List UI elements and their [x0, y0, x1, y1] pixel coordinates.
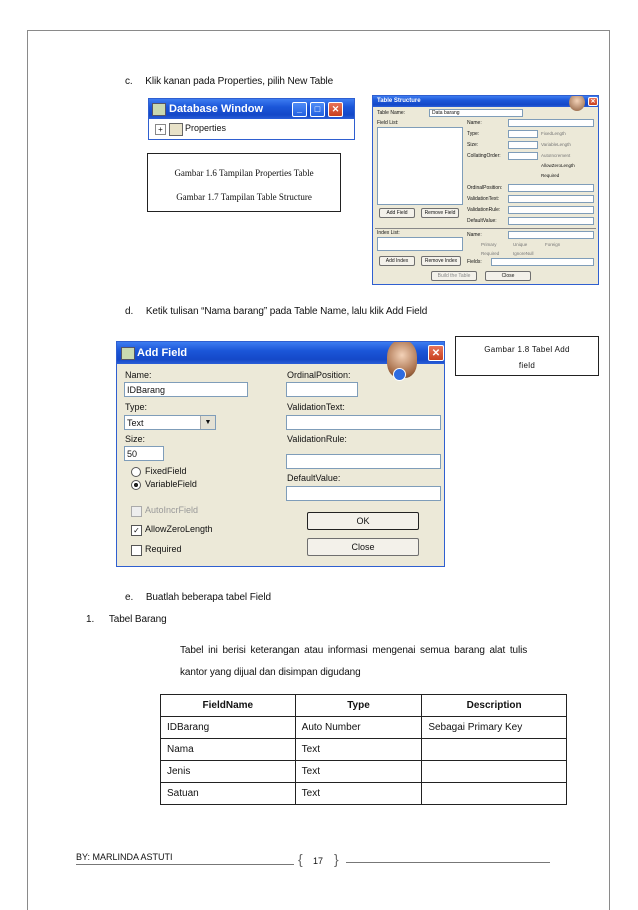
database-window-titlebar: [149, 99, 354, 119]
table-cell: [422, 783, 567, 805]
ts-index-name-input[interactable]: [508, 231, 594, 239]
variable-field-label: VariableField: [145, 479, 197, 489]
database-tree: [149, 119, 354, 140]
ts-validation-text-label: ValidationText:: [467, 196, 500, 202]
field-table: [160, 694, 567, 805]
section-title: Tabel Barang: [108, 614, 167, 625]
ts-fixed-length[interactable]: FixedLength: [541, 131, 566, 136]
ts-type-label: Type:: [467, 131, 480, 137]
ts-fields-label: Fields:: [467, 259, 482, 265]
add-field-dialog: [116, 341, 445, 567]
variable-field-radio[interactable]: [131, 480, 141, 490]
footer-line-left: [76, 864, 294, 865]
add-index-button[interactable]: Add Index: [379, 256, 415, 266]
caption-figure-1-8-line2: field: [518, 361, 536, 370]
table-structure-title: Table Structure: [377, 98, 421, 104]
section-number: 1.: [86, 614, 95, 625]
ts-close-button[interactable]: Close: [485, 271, 531, 281]
step-e-letter: e.: [125, 592, 134, 603]
table-header-row: [161, 695, 567, 717]
ts-default-input[interactable]: [508, 217, 594, 225]
allow-zero-label: AllowZeroLength: [145, 524, 213, 534]
footer-author: BY: MARLINDA ASTUTI: [76, 852, 173, 862]
validation-text-input[interactable]: [286, 415, 441, 430]
index-list-label: Index List:: [377, 230, 400, 236]
section-heading: [86, 614, 167, 625]
ts-unique[interactable]: Unique: [513, 242, 528, 247]
caption-box-figures: [147, 153, 341, 212]
table-cell: Auto Number: [295, 717, 422, 739]
database-icon: [152, 103, 166, 116]
close-button[interactable]: ✕: [328, 102, 343, 117]
table-cell: Text: [295, 783, 422, 805]
table-cell: Jenis: [161, 761, 296, 783]
ordinal-input[interactable]: [286, 382, 358, 397]
step-c-letter: c.: [125, 76, 133, 87]
add-field-button[interactable]: Add Field: [379, 208, 415, 218]
ts-size-input[interactable]: [508, 141, 538, 149]
table-row: [161, 739, 567, 761]
ts-name-label: Name:: [467, 120, 482, 126]
ts-index-name-label: Name:: [467, 232, 482, 238]
field-list-label: Field List:: [377, 120, 399, 126]
auto-incr-label: AutoIncrField: [145, 505, 199, 515]
minimize-button[interactable]: _: [292, 102, 307, 117]
ts-fields-input[interactable]: [491, 258, 594, 266]
tree-item-properties[interactable]: Properties: [185, 123, 227, 133]
type-select[interactable]: [124, 415, 216, 430]
allow-zero-checkbox[interactable]: ✓: [131, 525, 142, 536]
table-header: FieldName: [161, 695, 296, 717]
page-number: 17: [313, 856, 324, 866]
validation-rule-label: ValidationRule:: [287, 434, 347, 444]
table-structure-titlebar: [373, 96, 598, 107]
required-checkbox[interactable]: [131, 545, 142, 556]
ts-validation-rule-label: ValidationRule:: [467, 207, 501, 213]
paragraph-line-2: kantor yang dijual dan disimpan digudang: [180, 667, 361, 678]
table-name-value: Data barang: [432, 110, 460, 116]
assistant-badge-icon: [393, 368, 406, 381]
step-e: [125, 592, 271, 603]
assistant-avatar: [569, 95, 585, 111]
chevron-down-icon[interactable]: ▼: [200, 416, 215, 429]
table-cell: Satuan: [161, 783, 296, 805]
step-d-text: Ketik tulisan “Nama barang” pada Table Name, lalu klik Add Field: [145, 306, 428, 317]
step-c: [125, 76, 333, 87]
footer-line-right: [346, 862, 550, 863]
ts-required[interactable]: Required: [541, 173, 560, 178]
divider: [375, 228, 596, 229]
size-value: 50: [127, 449, 138, 459]
close-dialog-button[interactable]: Close: [307, 538, 419, 556]
right-bracket-icon: }: [334, 851, 339, 867]
ts-collating-label: CollatingOrder:: [467, 153, 501, 159]
table-name-input[interactable]: [429, 109, 523, 117]
expand-icon[interactable]: +: [155, 124, 166, 135]
ts-primary[interactable]: Primary: [481, 242, 497, 247]
table-cell: Sebagai Primary Key: [422, 717, 567, 739]
ts-ordinal-input[interactable]: [508, 184, 594, 192]
table-row: [161, 783, 567, 805]
auto-incr-checkbox[interactable]: [131, 506, 142, 517]
validation-text-label: ValidationText:: [287, 402, 345, 412]
table-header: Type: [295, 695, 422, 717]
name-value: IDBarang: [127, 385, 166, 395]
ts-size-label: Size:: [467, 142, 479, 148]
type-value: Text: [127, 418, 144, 428]
ts-name-input[interactable]: [508, 119, 594, 127]
add-field-icon: [121, 347, 135, 360]
fixed-field-label: FixedField: [145, 466, 187, 476]
properties-icon: [169, 123, 183, 136]
table-header: Description: [422, 695, 567, 717]
field-list-box[interactable]: [377, 127, 463, 205]
remove-index-button[interactable]: Remove Index: [421, 256, 461, 266]
name-label: Name:: [125, 370, 152, 380]
table-cell: IDBarang: [161, 717, 296, 739]
ts-default-label: DefaultValue:: [467, 218, 497, 224]
ordinal-label: OrdinalPosition:: [287, 370, 351, 380]
table-cell: [422, 761, 567, 783]
default-value-input[interactable]: [286, 486, 441, 501]
ts-validation-text-input[interactable]: [508, 195, 594, 203]
ts-index-required[interactable]: Required: [481, 251, 500, 256]
type-label: Type:: [125, 402, 148, 412]
ts-ordinal-label: OrdinalPosition:: [467, 185, 503, 191]
step-c-text: Klik kanan pada Properties, pilih New Table: [145, 76, 334, 87]
ts-variable-length[interactable]: VariableLength: [541, 142, 571, 147]
table-cell: Text: [295, 761, 422, 783]
paragraph-line-1: Tabel ini berisi keterangan atau informasi mengenai semua barang alat tulis: [180, 645, 528, 656]
size-label: Size:: [125, 434, 146, 444]
step-e-text: Buatlah beberapa tabel Field: [145, 592, 271, 603]
maximize-button[interactable]: □: [310, 102, 325, 117]
table-structure-window: [372, 95, 599, 285]
ok-button[interactable]: OK: [307, 512, 419, 530]
step-d-letter: d.: [125, 306, 134, 317]
build-table-button[interactable]: Build the Table: [431, 271, 477, 281]
close-button[interactable]: ✕: [588, 97, 598, 106]
table-row: [161, 717, 567, 739]
close-button[interactable]: ✕: [428, 345, 444, 361]
ts-allow-zero[interactable]: AllowZeroLength: [541, 163, 575, 168]
ts-collating-select[interactable]: [508, 152, 538, 160]
ts-type-select[interactable]: [508, 130, 538, 138]
caption-box-figure-1-8: [455, 336, 599, 376]
ts-ignore-null[interactable]: IgnoreNull: [513, 251, 534, 256]
name-input[interactable]: [124, 382, 248, 397]
ts-auto-increment[interactable]: AutoIncrement: [541, 153, 571, 158]
caption-figure-1-8-line1: Gambar 1.8 Tabel Add: [484, 345, 570, 354]
required-label: Required: [145, 544, 182, 554]
validation-rule-input[interactable]: [286, 454, 441, 469]
table-row: [161, 761, 567, 783]
left-bracket-icon: {: [298, 851, 303, 867]
table-cell: Nama: [161, 739, 296, 761]
ts-validation-rule-input[interactable]: [508, 206, 594, 214]
fixed-field-radio[interactable]: [131, 467, 141, 477]
add-field-title: Add Field: [137, 347, 188, 359]
database-window-title: Database Window: [169, 103, 264, 115]
table-cell: Text: [295, 739, 422, 761]
step-d: [125, 306, 427, 317]
size-input[interactable]: [124, 446, 164, 461]
caption-figure-1-7: Gambar 1.7 Tampilan Table Structure: [176, 192, 312, 202]
caption-figure-1-6: Gambar 1.6 Tampilan Properties Table: [174, 168, 314, 178]
ts-foreign[interactable]: Foreign: [545, 242, 561, 247]
table-name-label: Table Name:: [377, 110, 406, 116]
remove-field-button[interactable]: Remove Field: [421, 208, 459, 218]
default-value-label: DefaultValue:: [287, 473, 341, 483]
database-window: [148, 98, 355, 140]
table-cell: [422, 739, 567, 761]
index-list-box[interactable]: [377, 237, 463, 251]
